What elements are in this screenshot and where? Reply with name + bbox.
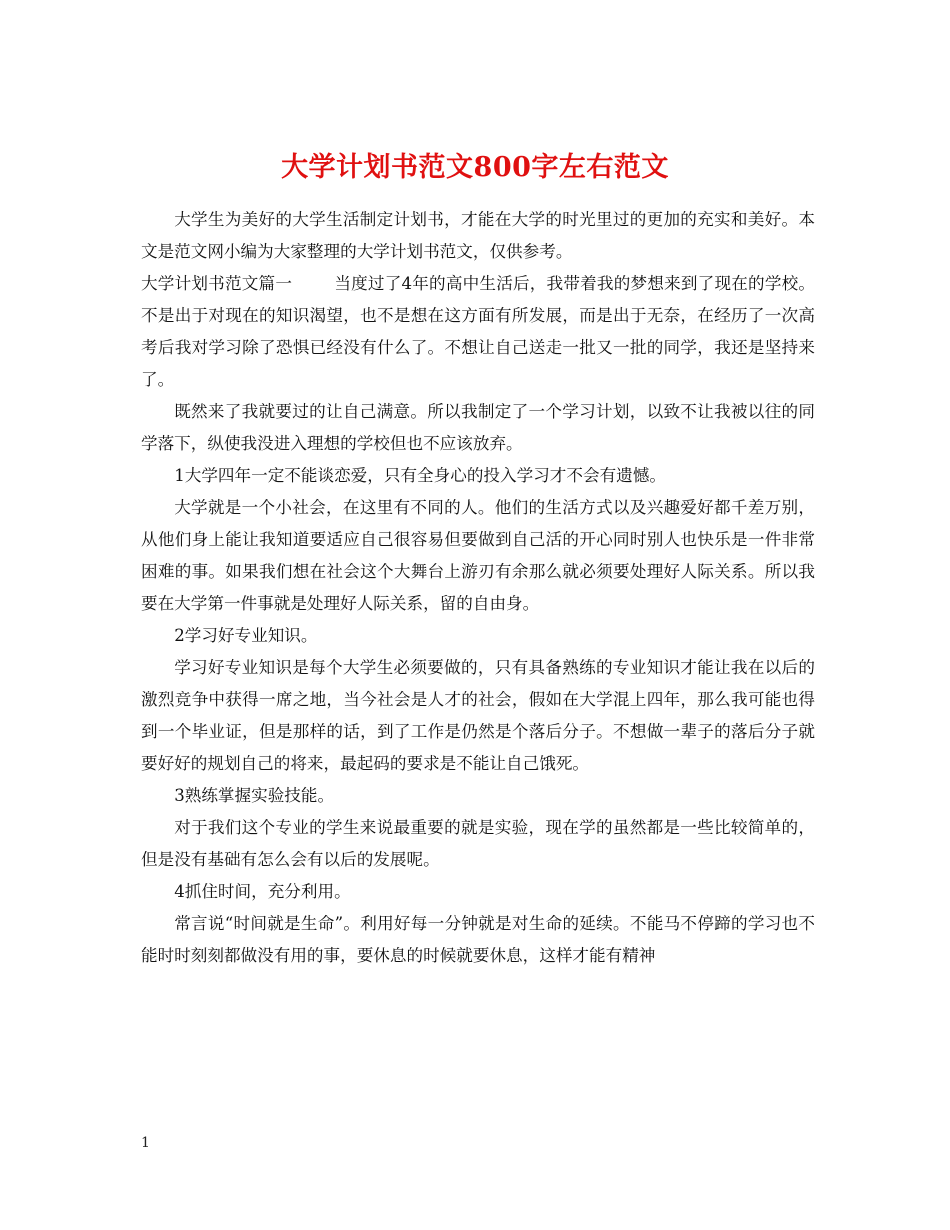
paragraph-text: 4抓住时间，充分利用。: [174, 882, 351, 901]
page-number: 1: [141, 1135, 150, 1151]
paragraph-text: 大学生为美好的大学生活制定计划书，才能在大学的时光里过的更加的充实和美好。本文是范文网小编为大家整理的大学计划书范文，仅供参考。: [141, 210, 815, 261]
paragraph-intro: [141, 204, 815, 268]
paragraph-text: 常言说“时间就是生命”。利用好每一分钟就是对生命的延续。不能马不停蹄的学习也不能时时刻刻都做没有用的事，要休息的时候就要休息，这样才能有精神: [141, 914, 815, 965]
paragraph-section-one: [141, 268, 815, 396]
document-title: 大学计划书范文800字左右范文: [281, 152, 669, 184]
paragraph-relationships: [141, 492, 815, 620]
paragraph-experiments: [141, 812, 815, 876]
paragraph-time: [141, 908, 815, 972]
section-heading: 大学计划书范文篇一: [141, 274, 293, 293]
plan-item-1: [141, 460, 815, 492]
paragraph-resolve: [141, 396, 815, 460]
paragraph-text: 2学习好专业知识。: [174, 626, 318, 645]
paragraph-text: 学习好专业知识是每个大学生必须要做的，只有具备熟练的专业知识才能让我在以后的激烈竞争中获得一席之地，当今社会是人才的社会，假如在大学混上四年，那么我可能也得到一个毕业证，但是那样的话，到了工作是仍然是个落后分子。不想做一辈子的落后分子就要好好的规划自己的将来，最起码的要求是不能让自己饿死。: [141, 658, 815, 773]
plan-item-2: [141, 620, 815, 652]
plan-item-4: [141, 876, 815, 908]
paragraph-text: 当度过了4年的高中生活后，我带着我的梦想来到了现在的学校。不是出于对现在的知识渴望，也不是想在这方面有所发展，而是出于无奈，在经历了一次高考后我对学习除了恐惧已经没有什么了。不想让自己送走一批又一批的同学，我还是坚持来了。: [141, 274, 816, 389]
paragraph-text: 既然来了我就要过的让自己满意。所以我制定了一个学习计划，以致不让我被以往的同学落下，纵使我没进入理想的学校但也不应该放弃。: [141, 402, 815, 453]
plan-item-3: [141, 780, 815, 812]
paragraph-text: 3熟练掌握实验技能。: [174, 786, 335, 805]
paragraph-professional-knowledge: [141, 652, 815, 780]
document-body: [141, 204, 815, 972]
paragraph-text: 对于我们这个专业的学生来说最重要的就是实验，现在学的虽然都是一些比较简单的，但是没有基础有怎么会有以后的发展呢。: [141, 818, 815, 869]
paragraph-text: 大学就是一个小社会，在这里有不同的人。他们的生活方式以及兴趣爱好都千差万别，从他们身上能让我知道要适应自己很容易但要做到自己活的开心同时别人也快乐是一件非常困难的事。如果我们想在社会这个大舞台上游刃有余那么就必须要处理好人际关系。所以我要在大学第一件事就是处理好人际关系，留的自由身。: [141, 498, 815, 613]
paragraph-text: 1大学四年一定不能谈恋爱，只有全身心的投入学习才不会有遗憾。: [174, 466, 666, 485]
